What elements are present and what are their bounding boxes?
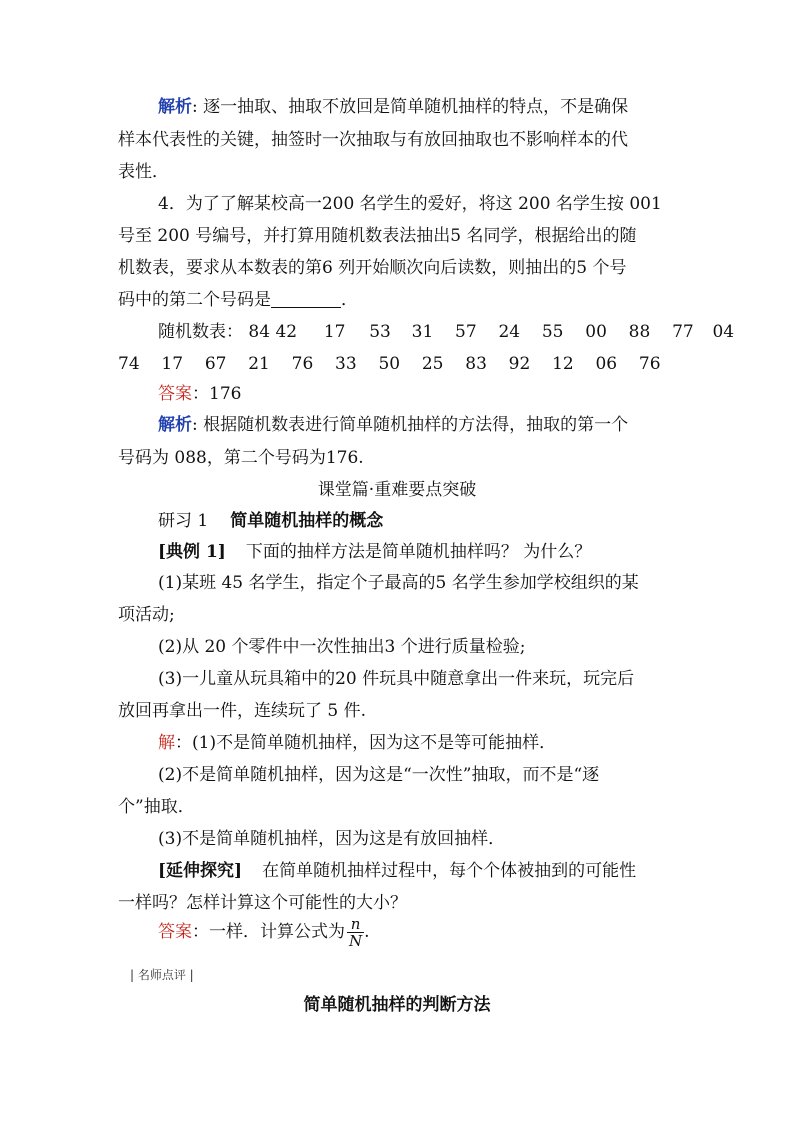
random-number: 04 <box>712 322 735 342</box>
random-number: 17 <box>161 354 184 374</box>
random-number: 17 <box>323 322 346 342</box>
analysis-label: 解析 <box>158 415 192 435</box>
random-number: 67 <box>204 354 227 374</box>
fraction-denominator: N <box>349 932 363 950</box>
study-title: 简单随机抽样的概念 <box>230 511 384 531</box>
label-separator: : <box>192 415 204 435</box>
example-item3-line1: (3)一儿童从玩具箱中的20 件玩具中随意拿出一件来玩，玩完后 <box>158 669 635 689</box>
random-number: 76 <box>638 354 661 374</box>
study-label: 研习 1 <box>158 511 209 531</box>
random-number: 06 <box>595 354 618 374</box>
label-separator: ： <box>192 384 209 404</box>
tip-tag: | 名师点评 | <box>130 968 194 982</box>
q3-analysis-line2: 样本代表性的关键，抽签时一次抽取与有放回抽取也不影响样本的代 <box>118 130 628 150</box>
q4-answer <box>158 382 241 406</box>
label-separator: ： <box>175 733 192 753</box>
random-table-row1 <box>158 320 736 344</box>
label-separator: : <box>192 97 204 117</box>
solution-line1 <box>158 731 556 755</box>
solution-text1: (1)不是简单随机抽样，因为这不是等可能抽样． <box>192 733 557 753</box>
random-number: 88 <box>628 322 651 342</box>
random-number: 77 <box>672 322 694 342</box>
solution-line4: (3)不是简单随机抽样，因为这是有放回抽样． <box>158 829 506 849</box>
q4-line3: 机数表，要求从本数表的第6 列开始顺次向后读数，则抽出的5 个号 <box>118 258 627 278</box>
random-number: 12 <box>552 354 574 374</box>
random-table-label: 随机数表： <box>158 322 243 342</box>
solution-label: 解 <box>158 733 175 753</box>
q3-analysis-text1: 逐一抽取、抽取不放回是简单随机抽样的特点，不是确保 <box>203 97 629 117</box>
random-number: 33 <box>335 354 357 374</box>
fraction-numerator: n <box>347 916 364 933</box>
q4-line4-end: ． <box>341 290 358 310</box>
q4-line1: 4．为了了解某校高一200 名学生的爱好，将这 200 名学生按 001 <box>158 194 662 214</box>
example-question: 下面的抽样方法是简单随机抽样吗？ 为什么？ <box>245 542 592 562</box>
tip-title: 简单随机抽样的判断方法 <box>303 995 491 1015</box>
answer-blank <box>271 290 341 308</box>
study-heading <box>158 509 383 533</box>
example-item2: (2)从 20 个零件中一次性抽出3 个进行质量检验; <box>158 637 526 657</box>
random-table-row2 <box>118 352 663 376</box>
example-item1-line1: (1)某班 45 名学生，指定个子最高的5 名学生参加学校组织的某 <box>158 573 639 593</box>
solution-line3: 个”抽取． <box>118 797 195 817</box>
q4-line4-text: 码中的第二个号码是 <box>118 290 271 310</box>
random-number: 24 <box>498 322 521 342</box>
example-heading <box>158 540 591 564</box>
q4-analysis-text1: 根据随机数表进行简单随机抽样的方法得，抽取的第一个 <box>203 415 629 435</box>
example-label: [典例 1] <box>158 542 226 562</box>
random-number: 57 <box>455 322 477 342</box>
extension-answer-text: 一样．计算公式为 <box>209 922 345 942</box>
random-number: 25 <box>421 354 444 374</box>
analysis-label: 解析 <box>158 97 192 117</box>
q4-line4 <box>118 288 358 312</box>
random-number: 76 <box>291 354 314 374</box>
q4-answer-value: 176 <box>209 384 242 404</box>
random-number: 31 <box>411 322 434 342</box>
random-number: 92 <box>508 354 531 374</box>
random-number: 53 <box>369 322 391 342</box>
random-number: 55 <box>541 322 564 342</box>
random-number: 21 <box>248 354 270 374</box>
random-number: 00 <box>585 322 607 342</box>
q3-analysis-line1 <box>158 95 628 119</box>
extension-answer-end: . <box>364 922 370 942</box>
extension-label: [延伸探究] <box>158 861 243 881</box>
extension-line1 <box>158 859 636 883</box>
extension-text1: 在简单随机抽样过程中，每个个体被抽到的可能性 <box>262 861 637 881</box>
random-number: 50 <box>378 354 401 374</box>
extension-answer <box>158 914 370 950</box>
example-item1-line2: 项活动; <box>118 605 175 625</box>
label-separator: ： <box>192 922 209 942</box>
solution-line2: (2)不是简单随机抽样，因为这是“一次性”抽取，而不是“逐 <box>158 765 600 785</box>
random-number: 84 42 <box>248 322 298 342</box>
q4-analysis-line2: 号码为 088，第二个号码为176. <box>118 448 364 468</box>
section-title: 课堂篇·重难要点突破 <box>317 480 477 500</box>
q4-analysis-line1 <box>158 413 628 437</box>
random-number: 74 <box>118 354 140 374</box>
answer-label: 答案 <box>158 922 192 942</box>
fraction-formula <box>347 916 364 949</box>
answer-label: 答案 <box>158 384 192 404</box>
example-item3-line2: 放回再拿出一件，连续玩了 5 件. <box>118 701 367 721</box>
extension-line2: 一样吗？怎样计算这个可能性的大小？ <box>118 893 407 913</box>
q3-analysis-line3: 表性． <box>118 162 169 182</box>
q4-line2: 号至 200 号编号，并打算用随机数表法抽出5 名同学，根据给出的随 <box>118 226 637 246</box>
random-number: 83 <box>465 354 487 374</box>
